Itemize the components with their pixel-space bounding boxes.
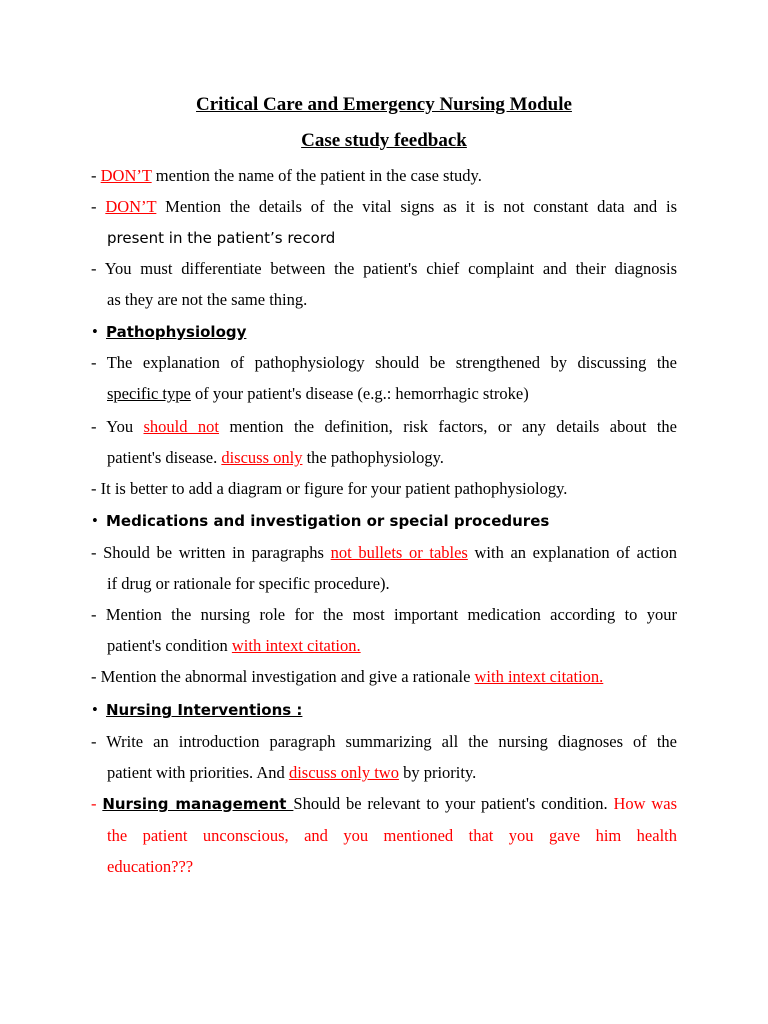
interventions-note-2-continued: the patient unconscious, and you mentioned that you gave him health bbox=[107, 826, 677, 845]
meds-note-1 bbox=[91, 542, 677, 564]
dash: - bbox=[91, 166, 101, 185]
meds-note-2: - Mention the nursing role for the most important medication according to your bbox=[91, 605, 677, 624]
general-note-1 bbox=[91, 165, 677, 187]
dont-highlight: DON’T bbox=[100, 166, 152, 185]
document-title: Critical Care and Emergency Nursing Module bbox=[196, 94, 572, 115]
bullet-icon: • bbox=[92, 700, 98, 719]
red-highlight: should not bbox=[143, 417, 220, 436]
note-text: Should be relevant to your patient's condition. bbox=[293, 794, 614, 813]
note-text: patient's condition bbox=[107, 636, 232, 655]
note-text: of your patient's disease (e.g.: hemorrhagic stroke) bbox=[190, 384, 529, 403]
meds-note-2-continued bbox=[107, 635, 677, 657]
patho-note-3: - It is better to add a diagram or figure for your patient pathophysiology. bbox=[91, 479, 568, 498]
heading-text: Pathophysiology bbox=[106, 323, 247, 341]
note-text: the pathophysiology. bbox=[302, 448, 444, 467]
note-text: - Should be written in paragraphs bbox=[91, 543, 331, 562]
meds-note-3 bbox=[91, 666, 677, 688]
red-highlight: discuss only two bbox=[288, 763, 399, 782]
patho-note-2 bbox=[91, 416, 677, 438]
interventions-note-1: - Write an introduction paragraph summarizing all the nursing diagnoses of the bbox=[91, 732, 677, 751]
interventions-note-2-continued-2: education??? bbox=[107, 857, 194, 876]
underlined-text: specific type bbox=[107, 384, 191, 403]
general-note-2-continued: present in the patient’s record bbox=[107, 229, 336, 247]
interventions-note-1-continued bbox=[107, 762, 677, 784]
note-text: patient's disease. bbox=[107, 448, 222, 467]
red-highlight: with intext citation. bbox=[231, 636, 361, 655]
meds-note-1-continued: if drug or rationale for specific procedure). bbox=[107, 574, 390, 593]
patho-note-1: - The explanation of pathophysiology should be strengthened by discussing the bbox=[91, 353, 677, 372]
note-text: Mention the details of the vital signs as it is not constant data and is bbox=[156, 197, 677, 216]
red-highlight: not bullets or tables bbox=[330, 543, 468, 562]
general-note-2 bbox=[91, 196, 677, 218]
interventions-note-2 bbox=[91, 793, 677, 815]
general-note-3-continued: as they are not the same thing. bbox=[107, 290, 308, 309]
section-heading-pathophysiology bbox=[92, 321, 246, 343]
note-text: mention the name of the patient in the case study. bbox=[151, 166, 482, 185]
bullet-icon: • bbox=[92, 322, 98, 341]
red-text: How was bbox=[613, 794, 677, 813]
patho-note-2-continued bbox=[107, 447, 677, 469]
section-heading-interventions bbox=[92, 699, 302, 721]
dash: - bbox=[91, 794, 103, 813]
red-highlight: discuss only bbox=[221, 448, 303, 467]
note-text: - Mention the abnormal investigation and give a rationale bbox=[91, 667, 475, 686]
note-text: by priority. bbox=[398, 763, 477, 782]
note-text: with an explanation of action bbox=[467, 543, 677, 562]
section-heading-medications bbox=[92, 510, 549, 532]
note-text: - You bbox=[91, 417, 144, 436]
bullet-icon: • bbox=[92, 511, 98, 530]
red-highlight: with intext citation. bbox=[474, 667, 604, 686]
heading-text: Medications and investigation or special procedures bbox=[106, 512, 550, 530]
note-text: mention the definition, risk factors, or any details about the bbox=[219, 417, 677, 436]
bold-label: Nursing management bbox=[102, 795, 294, 813]
note-text: patient with priorities. And bbox=[107, 763, 289, 782]
general-note-3: - You must differentiate between the patient's chief complaint and their diagnosis bbox=[91, 259, 677, 278]
dash: - bbox=[91, 197, 106, 216]
document-subtitle: Case study feedback bbox=[301, 130, 467, 151]
dont-highlight: DON’T bbox=[105, 197, 157, 216]
patho-note-1-continued bbox=[107, 383, 677, 405]
heading-text: Nursing Interventions : bbox=[106, 701, 303, 719]
